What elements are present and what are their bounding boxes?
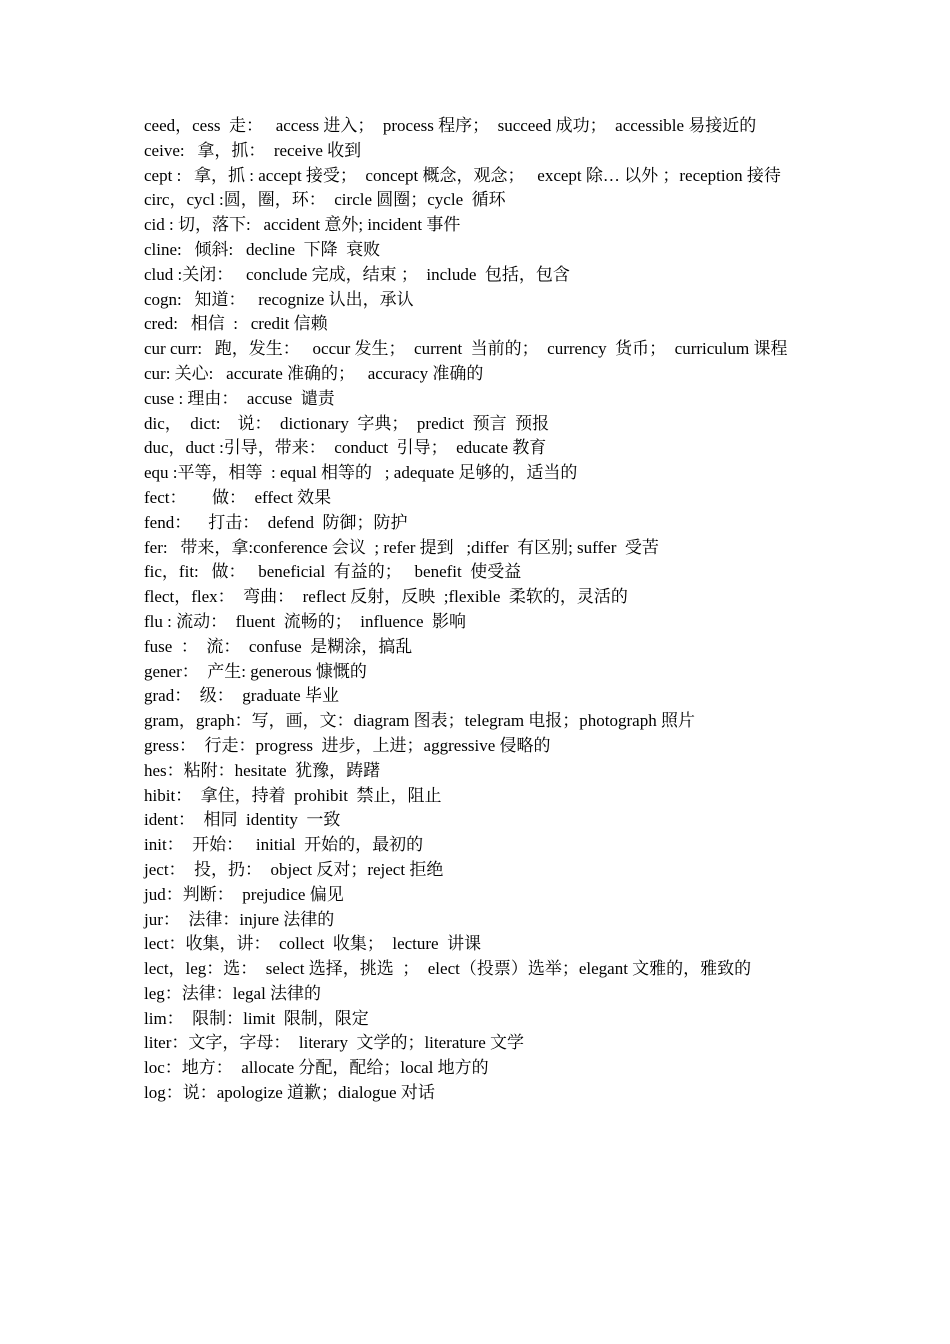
vocab-entry-leg: leg：法律：legal 法律的	[144, 983, 322, 1003]
vocab-entry-fer: fer: 带来，拿:conference 会议 ; refer 提到 ;differ 有区别; suffer 受苦	[144, 537, 659, 557]
vocab-entry-cline: cline: 倾斜: decline 下降 衰败	[144, 239, 381, 259]
vocab-entry-ceive: ceive: 拿，抓： receive 收到	[144, 140, 362, 160]
vocab-entry-cred: cred: 相信 : credit 信赖	[144, 314, 328, 334]
vocab-entry-lect-leg: lect，leg：选： select 选择，挑选 ； elect（投票）选举；elegant 文雅的，雅致的	[144, 959, 752, 979]
vocab-entry-clud: clud :关闭： conclude 完成，结束 ； include 包括，包含	[144, 264, 570, 284]
vocab-entry-liter: liter：文字，字母： literary 文学的；literature 文学	[144, 1033, 525, 1053]
vocab-entry-dic: dic， dict: 说： dictionary 字典； predict 预言 预报	[144, 413, 550, 433]
vocab-entry-fic: fic，fit: 做： beneficial 有益的； benefit 使受益	[144, 562, 522, 582]
vocab-entry-jud: jud：判断： prejudice 偏见	[144, 884, 344, 904]
vocab-entry-cuse: cuse : 理由： accuse 谴责	[144, 388, 335, 408]
vocab-entry-fuse: fuse ： 流： confuse 是糊涂，搞乱	[144, 636, 413, 656]
vocab-entry-ceed: ceed，cess 走： access 进入； process 程序； succeed 成功； accessible 易接近的	[144, 116, 757, 135]
vocab-entry-fend: fend： 打击： defend 防御；防护	[144, 512, 408, 532]
vocab-entry-gener: gener： 产生: generous 慷慨的	[144, 661, 367, 681]
vocab-entry-flu: flu : 流动： fluent 流畅的； influence 影响	[144, 611, 467, 631]
vocab-entry-equ: equ :平等，相等 : equal 相等的 ; adequate 足够的，适当的	[144, 463, 578, 483]
vocab-entry-flect: flect，flex： 弯曲： reflect 反射，反映 ;flexible 柔软的，灵活的	[144, 587, 628, 607]
vocab-entry-cid: cid : 切，落下: accident 意外; incident 事件	[144, 215, 461, 235]
vocab-entry-ject: ject： 投，扔： object 反对；reject 拒绝	[144, 859, 444, 879]
vocab-entry-circ: circ，cycl :圆，圈，环： circle 圆圈；cycle 循环	[144, 190, 506, 210]
vocab-entry-cur: cur: 关心: accurate 准确的； accuracy 准确的	[144, 363, 484, 383]
vocab-entry-cogn: cogn: 知道： recognize 认出，承认	[144, 289, 414, 309]
vocab-entry-cept: cept : 拿，抓 : accept 接受； concept 概念，观念； except 除… 以外 ；reception 接待	[144, 165, 781, 185]
vocab-entry-ident: ident： 相同 identity 一致	[144, 810, 341, 830]
vocab-entry-gram: gram，graph：写，画，文：diagram 图表；telegram 电报；photograph 照片	[144, 711, 695, 731]
vocab-entry-gress: gress： 行走：progress 进步，上进；aggressive 侵略的	[144, 735, 551, 755]
vocab-entry-cur-curr: cur curr: 跑，发生： occur 发生； current 当前的； currency 货币； curriculum 课程	[144, 339, 788, 359]
vocab-entry-hibit: hibit： 拿住，持着 prohibit 禁止，阻止	[144, 785, 442, 805]
vocab-entry-init: init： 开始： initial 开始的，最初的	[144, 835, 424, 855]
vocab-entry-grad: grad： 级： graduate 毕业	[144, 686, 339, 706]
vocab-entry-loc: loc：地方： allocate 分配，配给；local 地方的	[144, 1058, 489, 1078]
document-body	[144, 114, 808, 1106]
vocab-entry-hes: hes：粘附：hesitate 犹豫，踌躇	[144, 760, 381, 780]
vocab-entry-log: log：说：apologize 道歉；dialogue 对话	[144, 1083, 435, 1103]
vocab-entry-lect: lect：收集，讲： collect 收集； lecture 讲课	[144, 934, 482, 954]
vocab-entry-fect: fect： 做： effect 效果	[144, 487, 332, 507]
vocab-entry-lim: lim： 限制：limit 限制，限定	[144, 1008, 369, 1028]
vocab-entry-jur: jur： 法律：injure 法律的	[144, 909, 335, 929]
vocab-entry-duc: duc，duct :引导，带来： conduct 引导； educate 教育	[144, 438, 547, 458]
